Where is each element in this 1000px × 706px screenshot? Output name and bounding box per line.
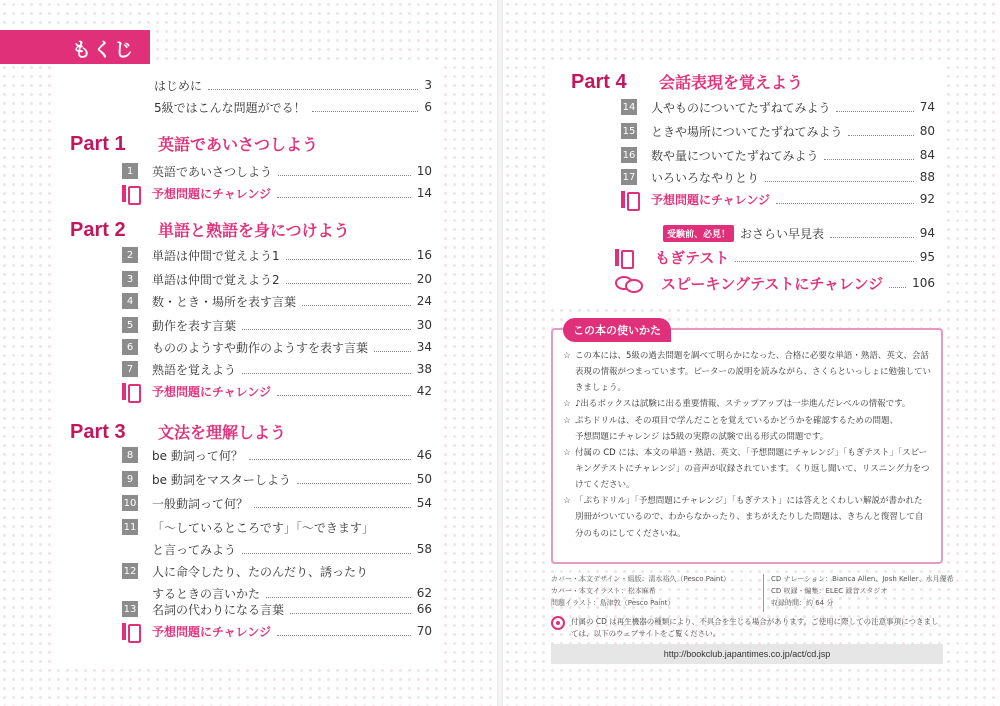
page-number: 3 [424,78,432,92]
speech-bubble-icon [615,274,641,292]
part-label: Part 1 [70,133,126,155]
chapter-row-cont [152,540,432,558]
leader-dots [297,483,411,484]
part-label: Part 2 [70,219,126,241]
chapter-title: 予想問題にチャレンジ [152,186,272,201]
chapter-row [122,600,432,618]
cd-url-text[interactable]: http://bookclub.japantimes.co.jp/act/cd.jsp [663,649,831,659]
leader-dots [286,283,411,284]
chapter-title: ときや場所についてたずねてみよう [651,124,843,139]
leader-dots [278,175,411,176]
chapter-row [621,146,935,164]
chapter-title: 予想問題にチャレンジ [152,624,272,639]
cd-notice-text: 付属の CD は再生機器の種類により、不具合を生じる場合があります。ご使用に際しての注意事項につきましては、以下のウェブサイトをご覧ください。 [571,617,939,638]
chapter-title: 一般動詞って何？ [152,496,249,511]
leader-dots [830,237,914,238]
chapter-title-cont: と言ってみよう [152,542,237,557]
page-number: 42 [416,384,432,398]
howto-item [563,493,931,541]
part-heading [70,132,318,156]
leader-dots [208,89,418,90]
chapter-title: 動作を表す言葉 [152,318,237,333]
speaking-test-row [615,272,935,294]
part-label: Part 3 [70,421,126,443]
exercise-icon [122,185,138,202]
chapter-number: 11 [122,519,138,535]
credits-left [551,574,730,610]
page-number: 54 [416,496,432,510]
chapter-number: 13 [122,601,138,617]
challenge-row [122,184,432,202]
intro-title: 5級ではこんな問題がでる！ [154,100,306,115]
star-icon [563,429,575,445]
page-number: 10 [416,164,432,178]
part-title: 単語と熟語を身につけよう [158,221,350,240]
part-title: 英語であいさつしよう [158,135,319,154]
credits-divider [763,574,764,612]
page-number: 14 [416,186,432,200]
leader-dots [824,159,913,160]
howto-item [563,348,931,396]
leader-dots [277,197,411,198]
howto-body [563,348,931,542]
howto-text: この本には、5級の過去問題を調べて明らかになった、合格に必要な単語・熟語、英文、会話表現の情報がつまっています。ピーターの説明を読みながら、さくらといっしょに勉強していきましょう。 [575,351,931,394]
chapter-number: 2 [122,247,138,263]
credits-right [771,574,954,610]
cd-notice [551,616,943,640]
page-number: 6 [424,100,432,114]
leader-dots [302,305,411,306]
chapter-row [621,168,935,186]
mogi-test-title: もぎテスト [655,248,730,267]
cd-icon [551,616,565,630]
must-see-badge: 受験前、必見！ [663,225,734,242]
exercise-icon [615,249,631,266]
chapter-row [621,98,935,116]
page-number: 74 [919,100,935,114]
challenge-row [621,190,935,208]
page-number: 84 [919,148,935,162]
intro-row [154,98,432,116]
leader-dots [765,181,914,182]
chapter-row [122,518,432,536]
speaking-test-title: スピーキングテストにチャレンジ [661,274,884,293]
credit-line: CD 収録・編集：ELEC 録音スタジオ [771,586,888,595]
howto-text: ♪出るボックスは試験に出る重要情報、ステップアップは一歩進んだレベルの情報です。 [575,399,911,410]
cd-url[interactable] [551,644,943,664]
part-heading [70,218,350,242]
leader-dots [286,259,411,260]
page-number: 30 [416,318,432,332]
chapter-number: 4 [122,293,138,309]
chapter-title: be 動詞をマスターしよう [152,472,291,487]
chapter-row [122,162,432,180]
chapter-title: 数や量についてたずねてみよう [651,148,819,163]
chapter-title: もののようすや動作のようすを表す言葉 [152,340,369,355]
page-number: 92 [919,192,935,206]
page-number: 50 [416,472,432,486]
howto-text: 「ぷちドリル」「予想問題にチャレンジ」「もぎテスト」には答えとくわしい解説が書かれた 別冊がついているので、わからなかったり、まちがえたりした問題は、きちんと復習して自分のものにしてくださいね。 [575,496,924,539]
page-number: 62 [416,586,432,600]
page-number: 66 [416,602,432,616]
chapter-number: 17 [621,169,637,185]
star-icon: ☆ [563,447,571,458]
chapter-number: 15 [621,123,637,139]
star-icon: ☆ [563,351,571,361]
chapter-number: 14 [621,99,637,115]
chapter-number: 1 [122,163,138,179]
leader-dots [242,329,411,330]
chapter-row [122,316,432,334]
exercise-icon [122,623,138,640]
chapter-title: 「～しているところです」「～できます」 [152,520,374,535]
chapter-row [122,446,432,464]
chapter-number: 5 [122,317,138,333]
intro-row [154,76,432,94]
chapter-title: 単語は仲間で覚えよう1 [152,248,280,263]
chapter-number: 9 [122,471,138,487]
howto-box [551,324,943,564]
chapter-title-cont: するときの言いかた [152,586,261,601]
leader-dots [889,287,906,288]
review-title: おさらい早見表 [740,226,825,241]
page-number: 38 [416,362,432,376]
exercise-icon [621,191,637,208]
credit-line: カバー・本文イラスト：松本麻希 [551,586,656,595]
chapter-title: 名詞の代わりになる言葉 [152,602,285,617]
chapter-row [122,246,432,264]
chapter-row [122,470,432,488]
leader-dots [848,135,913,136]
howto-text: 予想問題にチャレンジ は5級の実際の試験で出る形式の問題です。 [575,431,829,442]
page-number: 46 [416,448,432,462]
chapter-number: 16 [621,147,637,163]
chapter-row [122,338,432,356]
howto-item [563,445,931,493]
chapter-title: いろいろなやりとり [651,170,760,185]
chapter-title: 数・とき・場所を表す言葉 [152,294,297,309]
chapter-row [122,292,432,310]
chapter-title: 人に命令したり、たのんだり、誘ったり [152,564,369,579]
leader-dots [836,111,913,112]
challenge-row [122,382,432,400]
leader-dots [277,395,411,396]
credit-line: 収録時間：約 64 分 [771,598,834,607]
star-icon: ☆ [563,415,571,426]
leader-dots [249,459,411,460]
chapter-title: 英語であいさつしよう [152,164,273,179]
page-number: 106 [912,276,935,290]
star-icon: ☆ [563,399,571,410]
right-page [503,0,1000,706]
chapter-row [621,122,935,140]
page-number: 24 [416,294,432,308]
page-number: 70 [416,624,432,638]
credit-line: CD ナレーション：Bianca Allen、Josh Keller、水月優希 [771,575,954,583]
chapter-number: 6 [122,339,138,355]
page-number: 58 [416,542,432,556]
part-title: 文法を理解しよう [158,423,287,442]
chapter-title: 人やものについてたずねてみよう [651,100,831,115]
chapter-row [122,562,432,580]
leader-dots [374,351,411,352]
leader-dots [266,597,411,598]
mogi-test-row [615,246,935,268]
intro-title: はじめに [154,78,203,93]
howto-item [563,429,931,445]
credit-line: カバー・本文デザイン・組版：清水裕久（Pesco Paint） [551,575,731,583]
chapter-row [122,360,432,378]
left-page [0,0,497,706]
chapter-number: 7 [122,361,138,377]
review-row [663,222,935,244]
chapter-title: 予想問題にチャレンジ [152,384,272,399]
howto-text: ぷちドリルは、その項目で学んだことを覚えているかどうかを確認するための問題、 [575,415,899,426]
chapter-number: 10 [122,495,138,511]
howto-item [563,396,931,412]
leader-dots [776,203,914,204]
mokuji-label: もくじ [72,39,136,61]
chapter-row [122,270,432,288]
chapter-title: 予想問題にチャレンジ [651,192,771,207]
leader-dots [290,613,411,614]
part-heading [571,70,803,94]
chapter-title: 熟語を覚えよう [152,362,237,377]
howto-item [563,413,931,429]
howto-text: 付属の CD には、本文の単語・熟語、英文、「予想問題にチャレンジ」「もぎテスト」「スピーキングテストにチャレンジ」の音声が収録されています。くり返し聞いて、リスニング力をつけてください。 [575,447,930,491]
leader-dots [277,635,411,636]
challenge-row [122,622,432,640]
leader-dots [735,261,913,262]
howto-heading: この本の使いかた [563,318,671,342]
part-label: Part 4 [571,71,627,93]
chapter-number: 3 [122,271,138,287]
page-number: 88 [919,170,935,184]
chapter-title: 単語は仲間で覚えよう2 [152,272,280,287]
credit-line: 問題イラスト：島津敦（Pesco Paint） [551,598,675,607]
leader-dots [242,553,411,554]
page-number: 94 [919,226,935,240]
leader-dots [312,111,419,112]
star-icon: ☆ [563,496,571,507]
page-number: 20 [416,272,432,286]
exercise-icon [122,383,138,400]
page-number: 95 [919,250,935,264]
part-title: 会話表現を覚えよう [659,73,804,92]
leader-dots [242,373,411,374]
chapter-title: be 動詞って何？ [152,448,243,463]
page-number: 80 [919,124,935,138]
chapter-number: 12 [122,563,138,579]
mokuji-tab [0,30,150,64]
page-number: 16 [416,248,432,262]
chapter-number: 8 [122,447,138,463]
chapter-row [122,494,432,512]
part-heading [70,420,286,444]
page-number: 34 [416,340,432,354]
leader-dots [254,507,411,508]
